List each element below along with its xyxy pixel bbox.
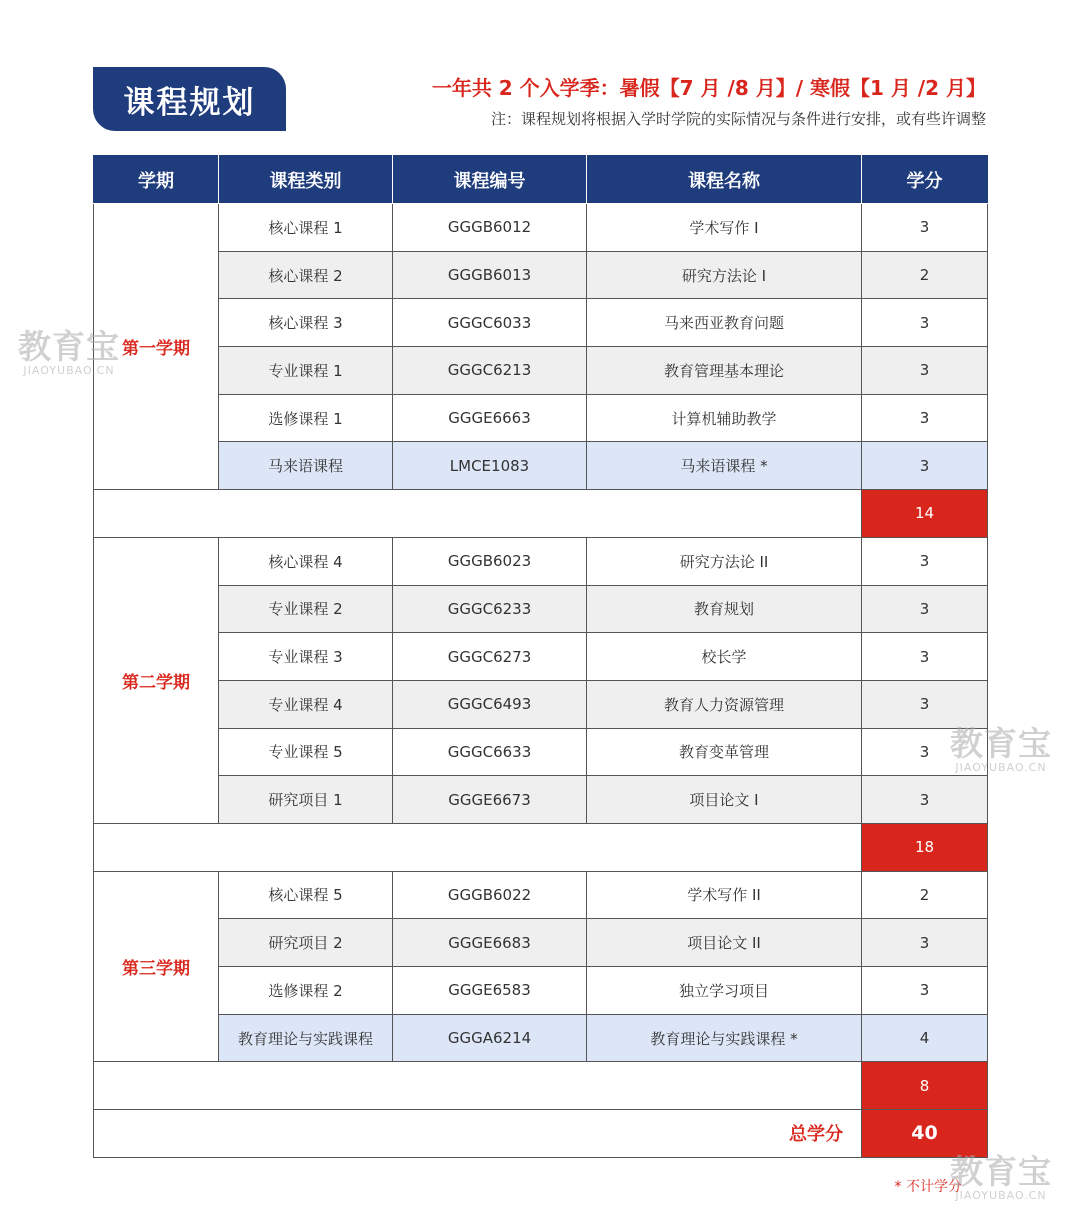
course-name: 教育人力资源管理 [587,680,862,728]
table-header-row [94,156,988,204]
course-credit: 3 [862,347,988,395]
watermark-text: 教育宝 [950,724,1052,763]
watermark-logo [950,724,1052,774]
table-row [94,347,988,395]
watermark-domain: JIAOYUBAO.CN [955,1189,1047,1202]
table-row [94,204,988,252]
course-category: 研究项目 2 [219,919,393,967]
course-credit: 3 [862,299,988,347]
course-category: 研究项目 1 [219,776,393,824]
course-name: 研究方法论 I [587,251,862,299]
course-code: GGGC6633 [393,728,587,776]
table-row [94,633,988,681]
course-name: 教育管理基本理论 [587,347,862,395]
total-credits-label: 总学分 [94,1110,862,1158]
header-course-name: 课程名称 [587,156,862,204]
header-semester: 学期 [94,156,219,204]
course-code: GGGC6213 [393,347,587,395]
course-credit: 3 [862,537,988,585]
course-name: 项目论文 I [587,776,862,824]
course-category: 专业课程 2 [219,585,393,633]
course-category: 马来语课程 [219,442,393,490]
course-name: 独立学习项目 [587,967,862,1015]
course-category: 选修课程 2 [219,967,393,1015]
semester-label: 第一学期 [94,204,219,490]
course-code: GGGB6022 [393,871,587,919]
table-row [94,394,988,442]
footnote-no-credit: * 不计学分 [894,1179,962,1195]
table-row [94,919,988,967]
subtotal-spacer [94,823,862,871]
table-row [94,299,988,347]
course-credit: 2 [862,251,988,299]
course-code: GGGB6013 [393,251,587,299]
course-credit: 3 [862,967,988,1015]
semester-subtotal: 8 [862,1062,988,1110]
table-row [94,680,988,728]
semester-label: 第二学期 [94,537,219,823]
watermark-text: 教育宝 [18,327,120,366]
course-category: 核心课程 3 [219,299,393,347]
subtotal-row [94,490,988,538]
course-name: 项目论文 II [587,919,862,967]
course-name: 学术写作 I [587,204,862,252]
table-row [94,776,988,824]
course-credit: 2 [862,871,988,919]
watermark-domain: JIAOYUBAO.CN [23,364,115,377]
course-code: GGGE6583 [393,967,587,1015]
course-credit: 3 [862,919,988,967]
course-name: 学术写作 II [587,871,862,919]
header-credit: 学分 [862,156,988,204]
course-code: GGGC6233 [393,585,587,633]
course-plan-table [93,155,988,1158]
course-category: 专业课程 1 [219,347,393,395]
course-credit: 3 [862,394,988,442]
total-row [94,1110,988,1158]
subtotal-spacer [94,490,862,538]
course-credit: 4 [862,1014,988,1062]
table-row-highlighted [94,1014,988,1062]
course-category: 核心课程 4 [219,537,393,585]
header-code: 课程编号 [393,156,587,204]
header-category: 课程类别 [219,156,393,204]
course-category: 核心课程 5 [219,871,393,919]
table-row [94,728,988,776]
intake-season-info: 一年共 2 个入学季：暑假【7 月 /8 月】/ 寒假【1 月 /2 月】 [431,76,986,100]
section-title: 课程规划 [93,67,286,131]
course-code: GGGE6673 [393,776,587,824]
watermark-domain: JIAOYUBAO.CN [955,761,1047,774]
course-credit: 3 [862,442,988,490]
course-name: 教育变革管理 [587,728,862,776]
course-category: 教育理论与实践课程 [219,1014,393,1062]
semester-subtotal: 14 [862,490,988,538]
course-category: 专业课程 5 [219,728,393,776]
course-credit: 3 [862,585,988,633]
course-credit: 3 [862,728,988,776]
table-row [94,967,988,1015]
course-code: GGGE6663 [393,394,587,442]
course-credit: 3 [862,776,988,824]
course-credit: 3 [862,680,988,728]
semester-label: 第三学期 [94,871,219,1062]
schedule-note: 注：课程规划将根据入学时学院的实际情况与条件进行安排，或有些许调整 [490,110,986,128]
course-code: GGGE6683 [393,919,587,967]
watermark-text: 教育宝 [950,1152,1052,1191]
watermark-logo [950,1152,1052,1202]
course-name: 教育规划 [587,585,862,633]
course-name: 马来西亚教育问题 [587,299,862,347]
course-category: 核心课程 2 [219,251,393,299]
total-credits-value: 40 [862,1110,988,1158]
course-name: 校长学 [587,633,862,681]
table-row-highlighted [94,442,988,490]
course-code: GGGC6273 [393,633,587,681]
course-code: GGGB6012 [393,204,587,252]
semester-subtotal: 18 [862,823,988,871]
table-row [94,537,988,585]
course-category: 专业课程 3 [219,633,393,681]
course-code: GGGA6214 [393,1014,587,1062]
course-name: 计算机辅助教学 [587,394,862,442]
course-category: 选修课程 1 [219,394,393,442]
table-row [94,871,988,919]
course-name: 教育理论与实践课程 * [587,1014,862,1062]
table-row [94,585,988,633]
course-code: LMCE1083 [393,442,587,490]
course-credit: 3 [862,633,988,681]
course-code: GGGB6023 [393,537,587,585]
course-code: GGGC6493 [393,680,587,728]
table-row [94,251,988,299]
subtotal-row [94,823,988,871]
watermark-logo [18,327,120,377]
subtotal-spacer [94,1062,862,1110]
course-name: 研究方法论 II [587,537,862,585]
course-category: 专业课程 4 [219,680,393,728]
course-name: 马来语课程 * [587,442,862,490]
course-credit: 3 [862,204,988,252]
course-code: GGGC6033 [393,299,587,347]
subtotal-row [94,1062,988,1110]
course-category: 核心课程 1 [219,204,393,252]
